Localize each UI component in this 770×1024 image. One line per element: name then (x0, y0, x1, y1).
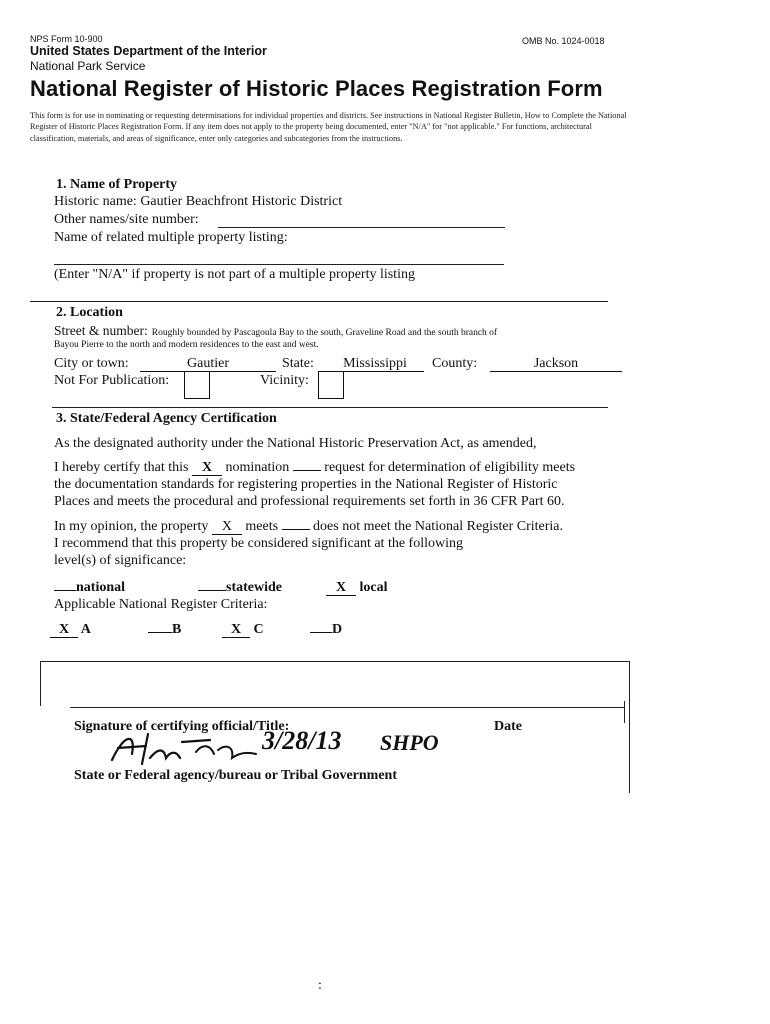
county-value: Jackson (490, 357, 622, 372)
opinion-text: In my opinion, the property (54, 519, 209, 534)
section-divider (30, 301, 608, 302)
street-value: Roughly bounded by Pascagoula Bay to the south, Graveline Road and the south branch of (151, 328, 498, 338)
criterion-b-letter: B (172, 622, 182, 637)
section-2-heading: 2. Location (56, 305, 123, 320)
request-label: request for determination of eligibility meets (324, 460, 576, 475)
authority-statement: As the designated authority under the National Historic Preservation Act, as amended, (54, 436, 537, 451)
nomination-label: nomination (225, 460, 290, 475)
street-value-2: Bayou Pierre to the north and modern residences to the east and west. (54, 340, 319, 350)
omb-number: OMB No. 1024-0018 (522, 36, 605, 46)
signature-tick (624, 701, 625, 723)
criterion-d-letter: D (332, 622, 343, 637)
signature-date: 3/28/13 (262, 726, 342, 755)
recommend-text-2: level(s) of significance: (54, 553, 187, 568)
criterion-d-mark (310, 632, 332, 633)
level-national-mark (54, 590, 76, 591)
criterion-c[interactable] (222, 622, 264, 638)
county-label: County: (432, 356, 478, 371)
other-names-field[interactable] (218, 227, 505, 228)
other-names-label: Other names/site number: (54, 212, 199, 227)
request-mark[interactable] (293, 470, 321, 471)
city-label: City or town: (54, 356, 129, 371)
not-for-publication-checkbox[interactable] (184, 371, 210, 399)
criterion-a-mark: X (50, 623, 78, 638)
signature-box-top (40, 661, 630, 662)
criterion-b-mark (148, 632, 172, 633)
opinion-row (54, 519, 563, 535)
city-field[interactable] (140, 356, 276, 372)
street-label: Street & number: (54, 323, 148, 338)
section-3-heading: 3. State/Federal Agency Certification (56, 411, 277, 426)
section-divider (52, 407, 608, 408)
signature-title: SHPO (380, 730, 439, 755)
historic-name-label: Historic name: (54, 194, 137, 209)
vicinity-label: Vicinity: (260, 373, 309, 388)
signature-box-left (40, 661, 41, 706)
na-note: (Enter "N/A" if property is not part of a multiple property listing (54, 267, 415, 282)
department-name: United States Department of the Interior (30, 44, 267, 58)
page-title: National Register of Historic Places Registration Form (30, 76, 603, 101)
footer-mark: : (318, 978, 322, 993)
level-local-label: local (359, 580, 388, 595)
criterion-d[interactable] (310, 622, 342, 638)
historic-name-row (54, 194, 342, 210)
historic-name-value: Gautier Beachfront Historic District (140, 194, 343, 209)
criterion-c-letter: C (253, 622, 264, 637)
city-value: Gautier (140, 357, 276, 372)
certify-text-3: Places and meets the procedural and professional requirements set forth in 36 CFR Part 60. (54, 494, 565, 509)
certify-text-2: the documentation standards for registering properties in the National Register of Historic (54, 477, 558, 492)
state-value: Mississippi (326, 357, 424, 372)
related-listing-field[interactable] (54, 264, 504, 265)
nomination-mark[interactable]: X (192, 461, 222, 476)
signature-box-right (629, 661, 630, 793)
service-name: National Park Service (30, 59, 146, 73)
form-number: NPS Form 10-900 (30, 34, 103, 44)
date-label: Date (494, 719, 522, 734)
level-local[interactable] (326, 580, 388, 596)
county-field[interactable] (490, 356, 622, 372)
criterion-c-mark: X (222, 623, 250, 638)
level-national-label: national (76, 580, 126, 595)
level-statewide[interactable] (198, 580, 282, 596)
state-field[interactable] (326, 356, 424, 372)
certify-text: I hereby certify that this (54, 460, 189, 475)
criterion-b[interactable] (148, 622, 181, 638)
level-statewide-label: statewide (226, 580, 282, 595)
meets-label: meets (245, 519, 279, 534)
criterion-a[interactable] (50, 622, 91, 638)
certify-row (54, 460, 575, 476)
agency-label: State or Federal agency/bureau or Tribal Government (74, 768, 398, 783)
signature-label: Signature of certifying official/Title: (74, 719, 290, 734)
level-national[interactable] (54, 580, 125, 596)
section-1-heading: 1. Name of Property (56, 177, 178, 192)
level-statewide-mark (198, 590, 226, 591)
related-listing-label: Name of related multiple property listing: (54, 230, 288, 245)
criteria-label: Applicable National Register Criteria: (54, 597, 268, 612)
vicinity-checkbox[interactable] (318, 371, 344, 399)
does-not-meet-label: does not meet the National Register Criteria. (313, 519, 564, 534)
meets-mark[interactable]: X (212, 520, 242, 535)
signature-line (70, 707, 624, 708)
street-row (54, 322, 497, 340)
does-not-meet-mark[interactable] (282, 529, 310, 530)
state-label: State: (282, 356, 314, 371)
not-for-publication-label: Not For Publication: (54, 373, 170, 388)
level-local-mark: X (326, 581, 356, 596)
criterion-a-letter: A (80, 622, 91, 637)
intro-paragraph: This form is for use in nominating or requesting determinations for individual properties and districts. See instructions in National Register Bulletin, How to Complete the National Register of Historic Places Registration Form. If any item does not apply to the property being documented, enter "N/A" for "not applicable." For functions, architectural classification, materials, and areas of significance, enter only categories and subcategories from the instructions. (30, 111, 627, 143)
recommend-text: I recommend that this property be considered significant at the following (54, 536, 463, 551)
